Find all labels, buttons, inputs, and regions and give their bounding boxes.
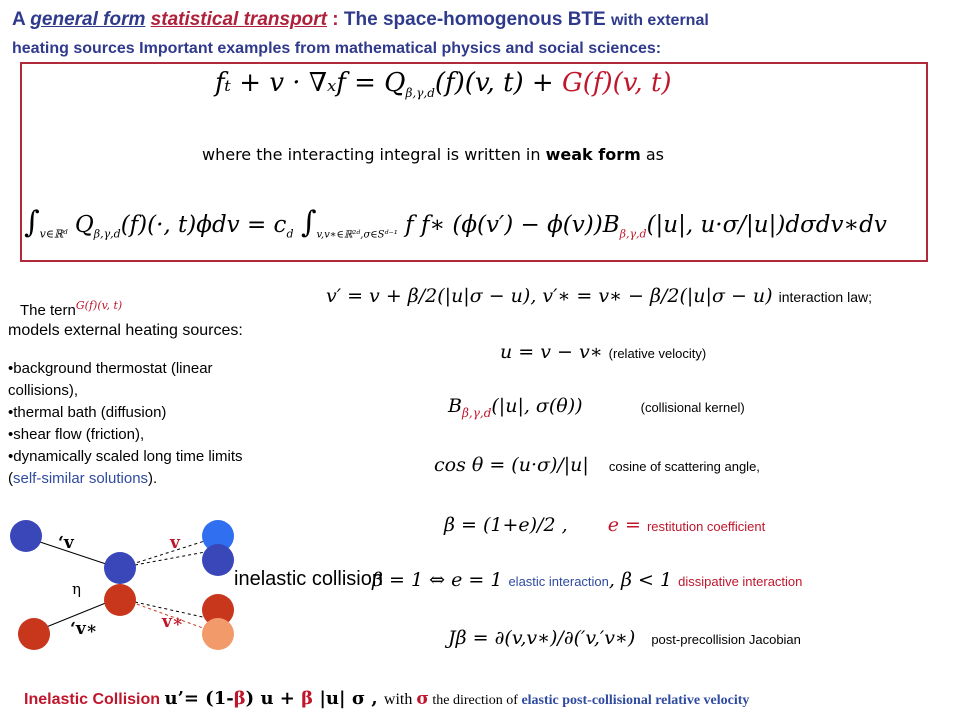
beta-1: β	[233, 688, 246, 709]
weak-form-equation	[24, 205, 887, 241]
law6-dissipative-label: dissipative interaction	[678, 574, 803, 589]
title-suffix: with external	[610, 12, 709, 29]
bte-equation	[215, 68, 672, 100]
weak-form-text	[202, 145, 664, 164]
term-math: G(f)(v, t)	[75, 299, 123, 312]
law6-elastic-label: elastic interaction	[508, 574, 609, 589]
collision-diagram	[0, 510, 250, 680]
law5-formula: β = (1+e)/2 ,	[444, 514, 568, 536]
eq2-cd-sub: d	[286, 227, 294, 241]
integral-domain-2: v,v∗∈ℝ²ᵈ,σ∈Sᵈ⁻¹	[316, 229, 398, 241]
list-item	[8, 402, 278, 424]
list-item	[8, 446, 278, 490]
weak-prefix: where the interacting integral is written in	[202, 145, 546, 164]
ball-post-v	[202, 544, 234, 576]
law5-label: restitution coefficient	[646, 519, 766, 534]
ball-pre-v	[10, 520, 42, 552]
integral-sign-2: ∫	[300, 205, 317, 240]
law6-formula-b: , β < 1	[608, 569, 673, 591]
statistical-transport-link[interactable]: statistical transport	[150, 9, 327, 30]
bte-sub: β,γ,d	[405, 86, 435, 101]
self-similar-text: self-similar solutions	[13, 470, 149, 487]
law1-formula: v′ = v + β/2(|u|σ − u), v′∗ = v∗ − β/2(|u|σ − u)	[326, 285, 773, 307]
bullet-text-4: dynamically scaled long time limits (	[8, 448, 243, 487]
ball-collision-vs	[104, 584, 136, 616]
jacobian-law	[448, 627, 801, 649]
eq2-q-sub: β,γ,d	[93, 227, 121, 241]
law4-formula: cos θ = (u·σ)/|u|	[434, 454, 589, 476]
desc-1: the direction of	[428, 693, 522, 708]
label-v-post: v	[170, 533, 180, 553]
law2-label: (relative velocity)	[608, 346, 707, 361]
label-v-pre: ‘v	[58, 533, 74, 553]
law1-label: interaction law;	[778, 289, 872, 305]
eq2-kernel-sub: β,γ,d	[619, 227, 647, 241]
beta-2: β	[301, 688, 314, 709]
ball-post-vs-ghost	[202, 618, 234, 650]
bte-mid: (f)(v, t) +	[434, 68, 554, 98]
label-vs-post: v∗	[162, 612, 184, 632]
bullet-end: ).	[148, 470, 158, 487]
eq2-kernel-args: (|u|, u·σ/|u|)dσdv∗dv	[646, 212, 887, 238]
integral-domain-1: v∈ℝᵈ	[39, 227, 68, 241]
cosine-law	[434, 454, 760, 476]
law3-formula: B	[448, 395, 462, 417]
bottom-formula	[24, 688, 749, 709]
slide-title	[12, 6, 952, 62]
title-line2: heating sources Important examples from mathematical physics and social sciences:	[12, 40, 662, 57]
bte-lhs: fₜ + v · ∇ₓf = Q	[215, 68, 406, 98]
formula-part-b: ) u +	[245, 688, 302, 709]
bullet-text-2: thermal bath (diffusion)	[13, 404, 167, 421]
sigma-symbol: σ	[416, 689, 429, 709]
ball-pre-vs	[18, 618, 50, 650]
list-item	[8, 358, 278, 402]
weak-suffix: as	[640, 145, 664, 164]
collisional-kernel-law	[448, 395, 745, 420]
bullet-text-3: shear flow (friction),	[13, 426, 145, 443]
formula-part-c: |u| σ ,	[313, 688, 384, 709]
with-word: with	[383, 691, 417, 708]
bottom-label: Inelastic Collision	[24, 691, 161, 708]
law2-formula: u = v − v∗	[500, 341, 603, 363]
law6-formula-a: β = 1 ⇔ e = 1	[372, 569, 503, 591]
ball-collision-v	[104, 552, 136, 584]
bullet-text-1: background thermostat (linear collisions),	[8, 360, 213, 399]
law4-label: cosine of scattering angle,	[608, 459, 760, 474]
heating-sources-list	[8, 358, 278, 490]
term-text: The tern	[20, 302, 76, 319]
restitution-law	[444, 514, 765, 536]
title-prefix: A	[12, 9, 31, 30]
desc-2: elastic post-collisional relative velocity	[521, 693, 750, 708]
general-form-link[interactable]: general form	[30, 9, 146, 30]
label-vs-pre: ‘v∗	[70, 619, 98, 639]
interaction-law	[326, 285, 872, 307]
bte-heating-term: G(f)(v, t)	[561, 68, 672, 98]
integral-sign-1: ∫	[24, 205, 40, 240]
law3-sub: β,γ,d	[461, 405, 492, 420]
weak-bold: weak form	[545, 145, 641, 164]
elastic-dissipative-law	[372, 569, 802, 591]
law3-rest: (|u|, σ(θ))	[491, 395, 583, 417]
eq2-integrand: f f∗ (ϕ(v′) − ϕ(v))B	[405, 212, 620, 238]
eq2-q: Q	[74, 212, 94, 238]
law3-label: (collisional kernel)	[640, 400, 745, 415]
title-main: The space-homogenous BTE	[343, 9, 611, 30]
models-text: models external heating sources:	[8, 322, 243, 339]
diagram-caption: inelastic collision	[234, 568, 383, 590]
law7-formula: Jβ = ∂(v,v∗)/∂(′v,′v∗)	[448, 627, 636, 649]
term-line	[20, 299, 123, 319]
label-eta: η	[72, 580, 81, 598]
law7-label: post-precollision Jacobian	[651, 632, 801, 647]
law5-e: e =	[607, 514, 641, 536]
eq2-middle: (f)(·, t)ϕdv = c	[120, 212, 287, 238]
relative-velocity-law	[500, 341, 706, 363]
formula-part-a: u’= (1-	[164, 688, 234, 709]
list-item	[8, 424, 278, 446]
title-colon: :	[327, 9, 344, 30]
